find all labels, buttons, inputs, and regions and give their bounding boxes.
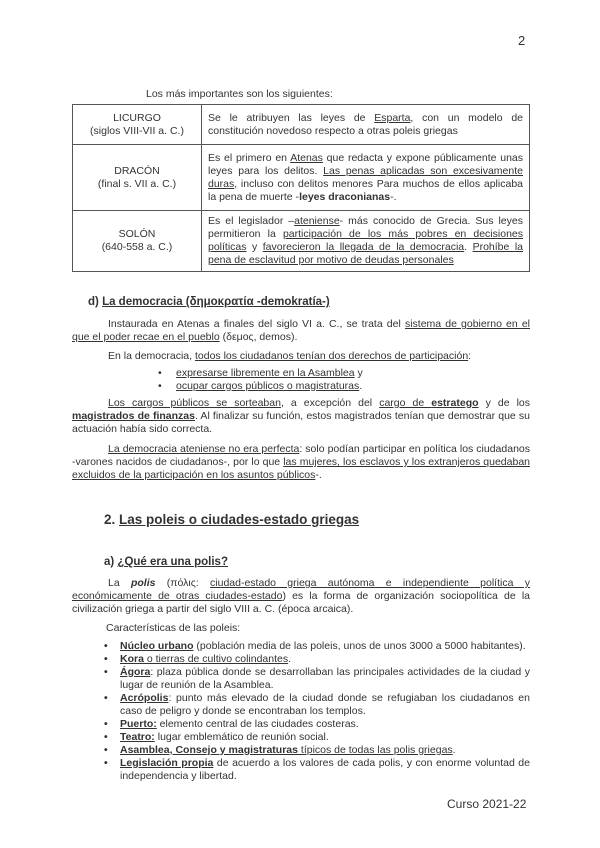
lawgiver-description: Se le atribuyen las leyes de Esparta, con un modelo de constitución novedoso respecto a otras poleis griegas bbox=[202, 105, 530, 145]
list-item: • ocupar cargos públicos o magistraturas. bbox=[148, 380, 528, 393]
list-item: • Legislación propia de acuerdo a los valores de cada polis, y con enorme voluntad de independencia y libertad. bbox=[102, 757, 530, 783]
list-item: • expresarse libremente en la Asamblea y bbox=[148, 367, 528, 380]
features-intro: Características de las poleis: bbox=[106, 622, 241, 634]
page-footer: Curso 2021-22 bbox=[447, 797, 527, 811]
section-a-heading: a) ¿Qué era una polis? bbox=[104, 556, 228, 568]
list-item: • Puerto: elemento central de las ciudades costeras. bbox=[102, 718, 530, 731]
lawgiver-name: LICURGO bbox=[113, 111, 161, 124]
lawgiver-name: SOLÓN bbox=[118, 228, 156, 240]
section-2-heading: 2. Las poleis o ciudades-estado griegas bbox=[104, 512, 360, 527]
table-row bbox=[73, 145, 530, 211]
table-row bbox=[73, 105, 530, 145]
lawgiver-dates: (640-558 a. C.) bbox=[101, 241, 173, 253]
lawgiver-name: DRACÓN bbox=[114, 164, 160, 177]
lawgivers-table bbox=[72, 104, 530, 272]
lawgiver-description: Es el primero en Atenas que redacta y expone públicamente unas leyes para los delitos. Las penas aplicadas son excesivamente duras, incluso con delitos menores Para muchos de ellos aplicaba la pena de muerte -leyes draconianas-. bbox=[202, 145, 530, 211]
lawgiver-dates: (siglos VIII-VII a. C.) bbox=[90, 124, 184, 137]
section-d-heading: d) La democracia (δημοκρατία -demokratía-) bbox=[88, 296, 330, 308]
list-item: • Acrópolis: punto más elevado de la ciudad donde se refugiaban los ciudadanos en caso de peligro y donde se encontraban los templos. bbox=[102, 692, 530, 718]
list-item: • Teatro: lugar emblemático de reunión social. bbox=[102, 731, 530, 744]
table-row bbox=[73, 211, 530, 272]
democracy-offices-paragraph: Los cargos públicos se sorteaban, a excepción del cargo de estratego y de los magistrados de finanzas. Al finalizar su función, estos magistrados tenían que demostrar que su actuación había sido correcta. bbox=[72, 397, 531, 435]
lawgiver-name-cell bbox=[73, 145, 202, 211]
democracy-limits-paragraph: La democracia ateniense no era perfecta: solo podían participar en política los ciudadanos -varones nacidos de ciudadanos-, por lo que las mujeres, los esclavos y los extranjeros quedaban excluidos de la participación en los asuntos públicos-. bbox=[72, 443, 531, 481]
lawgiver-dates: (final s. VII a. C.) bbox=[97, 177, 177, 190]
list-item: • Asamblea, Consejo y magistraturas típicos de todas las polis griegas. bbox=[102, 744, 530, 757]
lawgiver-description: Es el legislador –ateniense- más conocido de Grecia. Sus leyes permitieron la participación de los más pobres en decisiones políticas y favorecieron la llegada de la democracia. Prohíbe la pena de esclavitud por motivo de deudas personales bbox=[202, 211, 530, 272]
list-item: • Núcleo urbano (población media de las poleis, unos de unos 3000 a 5000 habitantes). bbox=[102, 640, 530, 653]
democracy-definition: Instaurada en Atenas a finales del siglo VI a. C., se trata del sistema de gobierno en el que el poder recae en el pueblo (δεμος, demos). bbox=[72, 318, 530, 343]
list-item: • Kora o tierras de cultivo colindantes. bbox=[102, 653, 530, 666]
list-item: • Ágora: plaza pública donde se desarrollaban las principales actividades de la ciudad y lugar de reunión de la Asamblea. bbox=[102, 666, 530, 692]
table-intro: Los más importantes son los siguientes: bbox=[146, 88, 333, 100]
democracy-rights-intro: En la democracia, todos los ciudadanos tenían dos derechos de participación: bbox=[108, 350, 472, 362]
polis-features-list bbox=[102, 640, 530, 783]
lawgiver-name-cell bbox=[73, 105, 202, 145]
polis-definition: La polis (πόλις: ciudad-estado griega autónoma e independiente política y económicamente de otras ciudades-estado) es la forma de organización sociopolítica de la civilización griega a partir del siglo VIII a. C. (época arcaica). bbox=[72, 577, 530, 615]
democracy-rights-list bbox=[148, 367, 528, 393]
page-number: 2 bbox=[518, 33, 526, 48]
lawgiver-name-cell bbox=[73, 211, 202, 272]
